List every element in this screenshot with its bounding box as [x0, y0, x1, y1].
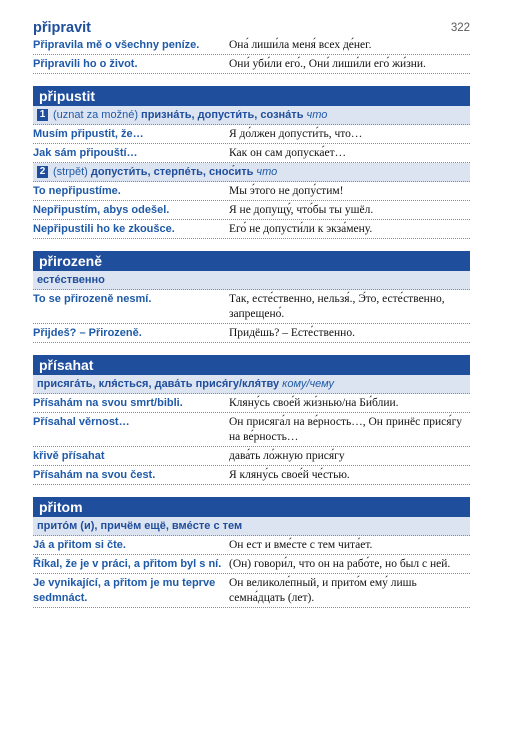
example-row	[33, 125, 470, 144]
entries-list	[33, 86, 470, 608]
russian-translation: Мы э́того не допу́стим!	[229, 185, 344, 197]
russian-equivalents: присяга́ть, кля́сться, дава́ть прися́гу/кля́тву	[37, 378, 280, 390]
czech-example: Nepřipustili ho ke zkoušce.	[33, 223, 175, 235]
czech-example: Připravila mě o všechny peníze.	[33, 39, 200, 51]
page-number: 322	[450, 22, 470, 34]
russian-translation: Я кляну́сь свое́й че́стью.	[229, 469, 350, 481]
russian-translation: Он великоле́пный, и прито́м ему́ лишь семна́дцать (лет).	[229, 577, 417, 604]
russian-translation: Придёшь? – Есте́ственно.	[229, 327, 355, 339]
russian-translation: Он ест и вме́сте с тем чита́ет.	[229, 539, 373, 551]
entry-block	[33, 86, 470, 239]
grammar-note: что	[306, 109, 328, 121]
example-row	[33, 413, 470, 447]
example-row	[33, 574, 470, 608]
czech-example: Nepřipustím, abys odešel.	[33, 204, 170, 216]
example-row	[33, 55, 470, 74]
example-row	[33, 290, 470, 324]
czech-example: To se přirozeně nesmí.	[33, 293, 152, 305]
russian-equivalents: есте́ственно	[37, 274, 105, 286]
sense-line	[33, 106, 470, 125]
example-row	[33, 466, 470, 485]
russian-translation: Он присяга́л на ве́рность…, Он принёс прися́гу на ве́рность…	[229, 416, 463, 443]
example-row	[33, 220, 470, 239]
example-row	[33, 555, 470, 574]
czech-example: křivě přísahat	[33, 450, 105, 462]
czech-example: Jak sám připouští…	[33, 147, 138, 159]
russian-translation: Она́ лиши́ла меня́ всех де́нег.	[229, 39, 372, 51]
example-row	[33, 201, 470, 220]
entry-headword: přirozeně	[33, 251, 470, 271]
running-headword: připravit	[33, 20, 92, 36]
russian-translation: (Он) говори́л, что он на рабо́те, но был с ней.	[229, 558, 451, 570]
russian-equivalents: допусти́ть, стерпе́ть, снос́ить	[90, 166, 254, 178]
sense-note: (uznat za možné)	[53, 109, 138, 121]
example-row	[33, 36, 470, 55]
russian-translation: Так, есте́ственно, нельзя́., Э́то, есте́ственно, запрещено́.	[229, 293, 445, 320]
czech-example: Je vynikající, a přitom je mu teprve sedmnáct.	[33, 577, 216, 604]
russian-translation: Они́ уби́ли его́., Они́ лиши́ли его́ жи́зни.	[229, 58, 426, 70]
russian-equivalents: прито́м (и), причём ещё, вме́сте с тем	[37, 520, 243, 532]
czech-example: Přísahám na svou čest.	[33, 469, 156, 481]
sense-note: (strpět)	[53, 166, 88, 178]
czech-example: Přísahal věrnost…	[33, 416, 130, 428]
czech-example: Já a přitom si čte.	[33, 539, 126, 551]
grammar-note: кому/чему	[282, 378, 335, 390]
example-row	[33, 536, 470, 555]
entry-block	[33, 497, 470, 608]
entry-block	[33, 355, 470, 485]
russian-translation: дава́ть ло́жную прися́гу	[229, 450, 345, 462]
russian-translation: Я не допущу́, что́бы ты ушёл.	[229, 204, 374, 216]
russian-equivalents: призна́ть, допусти́ть, созна́ть	[141, 109, 304, 121]
example-row	[33, 447, 470, 466]
example-row	[33, 182, 470, 201]
example-row	[33, 324, 470, 343]
czech-example: To nepřipustíme.	[33, 185, 121, 197]
sense-line	[33, 271, 470, 290]
entry-block	[33, 251, 470, 343]
czech-example: Připravili ho o život.	[33, 58, 138, 70]
czech-example: Říkal, že je v práci, a přitom byl s ní.	[33, 558, 222, 570]
czech-example: Musím připustit, že…	[33, 128, 144, 140]
sense-line	[33, 375, 470, 394]
entry-headword: přitom	[33, 497, 470, 517]
example-row	[33, 394, 470, 413]
intro-examples	[33, 36, 470, 74]
russian-translation: Как он сам допуска́ет…	[229, 147, 347, 159]
czech-example: Přijdeš? – Přirozeně.	[33, 327, 142, 339]
entry-headword: připustit	[33, 86, 470, 106]
page-header	[33, 0, 470, 36]
russian-translation: Кляну́сь свое́й жи́знью/на Би́блии.	[229, 397, 399, 409]
russian-translation: Его́ не допусти́ли к экза́мену.	[229, 223, 373, 235]
sense-line	[33, 517, 470, 536]
czech-example: Přísahám na svou smrt/bibli.	[33, 397, 183, 409]
sense-number: 1	[37, 109, 48, 121]
russian-translation: Я до́лжен допусти́ть, что…	[229, 128, 363, 140]
sense-number: 2	[37, 166, 48, 178]
dictionary-page	[33, 0, 470, 608]
sense-line	[33, 163, 470, 182]
grammar-note: что	[256, 166, 278, 178]
example-row	[33, 144, 470, 163]
entry-headword: přísahat	[33, 355, 470, 375]
